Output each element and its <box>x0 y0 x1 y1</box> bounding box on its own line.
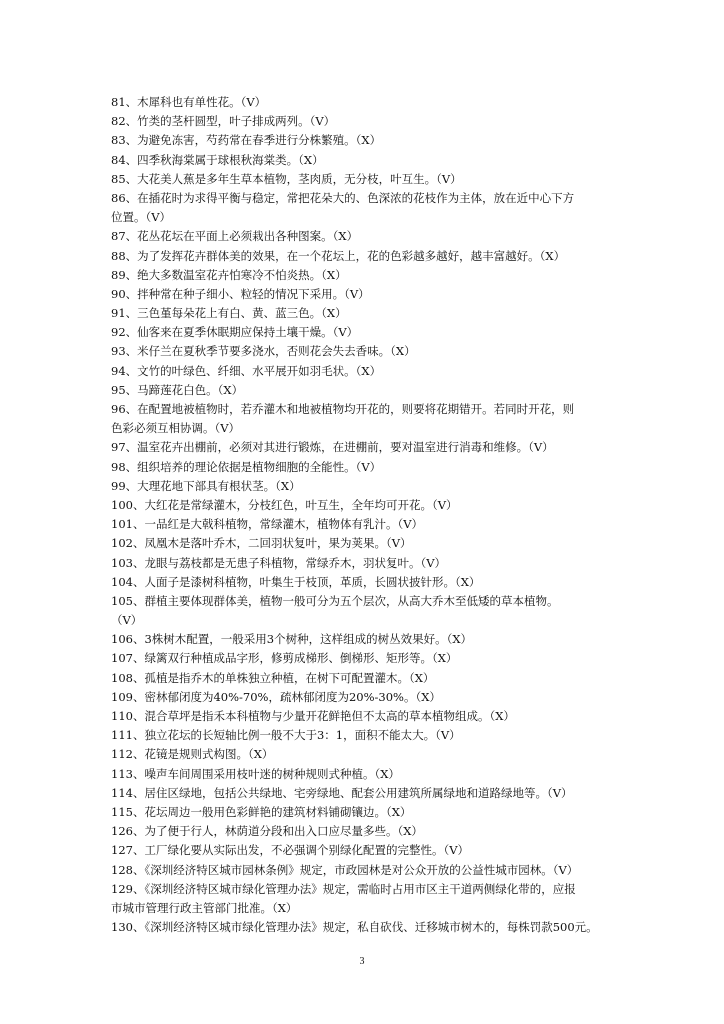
text-line: 127、工厂绿化要从实际出发，不必强调个别绿化配置的完整性。（V） <box>111 843 470 858</box>
text-line: 130、《深圳经济特区城市绿化管理办法》规定，私自砍伐、迁移城市树木的，每株罚款500元。 <box>111 920 598 935</box>
question-list <box>111 93 631 937</box>
text-line: 100、大红花是常绿灌木，分枝红色，叶互生，全年均可开花。（V） <box>111 497 458 512</box>
text-line: 110、混合草坪是指禾本科植物与少量开花鲜艳但不太高的草本植物组成。（X） <box>111 709 515 723</box>
text-line: 95、马蹄莲花白色。（X） <box>111 382 244 397</box>
text-line: 88、为了发挥花卉群体美的效果，在一个花坛上，花的色彩越多越好，越丰富越好。（X） <box>111 248 566 263</box>
text-line: 87、花丛花坛在平面上必须栽出各种图案。（X） <box>111 229 359 244</box>
text-line: 108、孤植是指乔木的单株独立种植，在树下可配置灌木。（X） <box>111 670 435 685</box>
text-line: 101、一品红是大戟科植物，常绿灌木，植物体有乳汁。（V） <box>111 517 424 532</box>
text-line: 111、独立花坛的长短轴比例一般不大于3：1，面积不能太大。（V） <box>111 728 461 743</box>
text-line: 82、竹类的茎杆圆型，叶子排成两列。（V） <box>111 114 336 129</box>
text-line: 94、文竹的叶绿色、纤细、水平展开如羽毛状。（X） <box>111 363 382 378</box>
text-line: 市城市管理行政主管部门批准。（X） <box>111 900 298 915</box>
text-line: 115、花坛周边一般用色彩鲜艳的建筑材料铺砌镶边。（X） <box>111 804 412 819</box>
text-line: 色彩必须互相协调。（V） <box>111 421 241 436</box>
text-line: 84、四季秋海棠属于球根秋海棠类。（X） <box>111 152 324 167</box>
text-line: 90、拌种常在种子细小、粒轻的情况下采用。（V） <box>111 286 370 301</box>
text-line: （V） <box>111 613 143 628</box>
text-line: 104、人面子是漆树科植物，叶集生于枝顶，革质，长圆状披针形。（X） <box>111 574 481 589</box>
text-line: 113、噪声车间周围采用枝叶迷的树种规则式种植。（X） <box>111 766 400 781</box>
page-number: 3 <box>359 956 365 967</box>
text-line: 83、为避免冻害，芍药常在春季进行分株繁殖。（X） <box>111 133 382 148</box>
text-line: 126、为了便于行人，林荫道分段和出入口应尽量多些。（X） <box>111 824 423 839</box>
text-line: 89、绝大多数温室花卉怕寒冷不怕炎热。（X） <box>111 267 347 282</box>
text-line: 93、米仔兰在夏秋季节要多浇水，否则花会失去香味。（X） <box>111 344 416 359</box>
text-line: 96、在配置地被植物时，若乔灌木和地被植物均开花的，则要将花期错开。若同时开花，则 <box>111 402 575 416</box>
text-line: 114、居住区绿地，包括公共绿地、宅旁绿地、配套公用建筑所属绿地和道路绿地等。（V） <box>111 785 573 800</box>
text-line: 85、大花美人蕉是多年生草本植物，茎肉质，无分枝，叶互生。（V） <box>111 171 462 186</box>
text-line: 129、《深圳经济特区城市绿化管理办法》规定，需临时占用市区主干道两侧绿化带的，应报 <box>111 881 576 896</box>
text-line: 99、大理花地下部具有根状茎。（X） <box>111 478 301 493</box>
text-line: 106、3株树木配置，一般采用3个树种，这样组成的树丛效果好。（X） <box>111 632 473 647</box>
text-line: 位置。（V） <box>111 210 172 225</box>
text-line: 86、在插花时为求得平衡与稳定，常把花朵大的、色深浓的花枝作为主体，放在近中心下方 <box>111 190 575 205</box>
text-line: 92、仙客来在夏季休眠期应保持土壤干燥。（V） <box>111 325 359 340</box>
text-line: 91、三色堇每朵花上有白、黄、蓝三色。（X） <box>111 306 347 321</box>
text-line: 112、花镜是规则式构图。（X） <box>111 747 274 762</box>
text-line: 97、温室花卉出棚前，必须对其进行锻炼，在进棚前，要对温室进行消毒和维修。（V） <box>111 440 554 455</box>
text-line: 98、组织培养的理论依据是植物细胞的全能性。（V） <box>111 459 382 474</box>
text-line: 107、绿篱双行种植成品字形，修剪成梯形、倒梯形、矩形等。（X） <box>111 651 458 666</box>
text-line: 81、木犀科也有单性花。（V） <box>111 95 267 109</box>
text-line: 103、龙眼与荔枝都是无患子科植物，常绿乔木，羽状复叶。（V） <box>111 555 447 570</box>
text-line: 109、密林郁闭度为40%-70%，疏林郁闭度为20%-30%。（X） <box>111 689 441 704</box>
text-line: 105、群植主要体现群体美，植物一般可分为五个层次，从高大乔木至低矮的草本植物。 <box>111 593 559 608</box>
text-line: 102、凤凰木是落叶乔木，二回羽状复叶，果为荚果。（V） <box>111 536 412 551</box>
text-line: 128、《深圳经济特区城市园林条例》规定，市政园林是对公众开放的公益性城市园林。（V） <box>111 862 579 877</box>
